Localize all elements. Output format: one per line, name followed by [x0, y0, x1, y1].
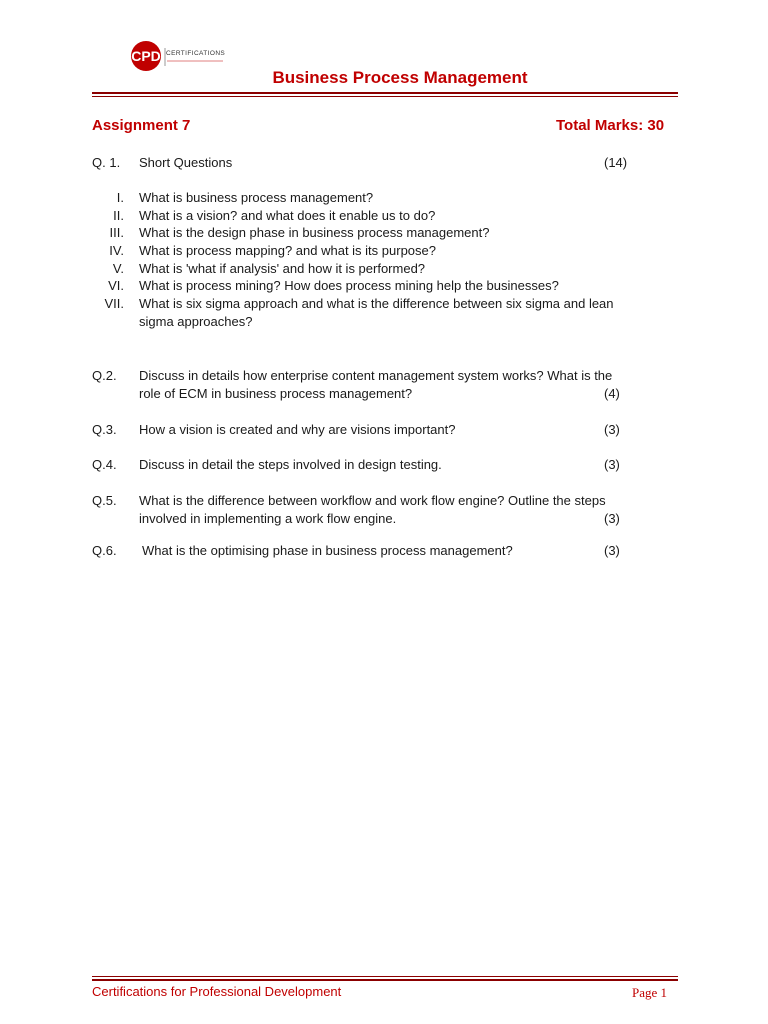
question-marks: (3)	[604, 511, 620, 526]
question-text: What is the difference between workflow and work flow engine? Outline the steps	[139, 493, 606, 508]
list-item-number: V.	[112, 261, 124, 276]
question-number: Q.4.	[92, 457, 117, 472]
list-item-number: I.	[116, 190, 124, 205]
svg-text:CPD: CPD	[131, 48, 161, 64]
footer-org-name: Certifications for Professional Development	[92, 984, 342, 999]
list-item: What is six sigma approach and what is the difference between six sigma and lean	[139, 296, 614, 311]
list-item-number: III.	[109, 225, 124, 240]
list-item: What is business process management?	[139, 190, 374, 205]
question-number: Q. 1.	[92, 155, 121, 170]
question-text: Short Questions	[139, 155, 233, 170]
header-rule-thin	[92, 96, 678, 97]
list-item: What is the design phase in business process management?	[139, 225, 490, 240]
list-item-number: VII.	[104, 296, 124, 311]
question-text: Discuss in details how enterprise content management system works? What is the	[139, 368, 613, 383]
question-text: Discuss in detail the steps involved in design testing.	[139, 457, 442, 472]
footer-rule-thin	[92, 976, 678, 977]
question-number: Q.5.	[92, 493, 117, 508]
list-item-number: VI.	[108, 278, 124, 293]
list-item: What is process mapping? and what is its purpose?	[139, 243, 436, 258]
header-rule	[92, 92, 678, 94]
list-item-number: II.	[113, 208, 124, 223]
list-item: What is a vision? and what does it enable us to do?	[139, 208, 436, 223]
question-marks: (4)	[604, 386, 620, 401]
page-title: Business Process Management	[272, 68, 528, 87]
question-marks: (3)	[604, 422, 620, 437]
question-text: What is the optimising phase in business process management?	[142, 543, 513, 558]
footer-rule	[92, 979, 678, 981]
question-marks: (3)	[604, 457, 620, 472]
question-number: Q.3.	[92, 422, 117, 437]
list-item: What is 'what if analysis' and how it is performed?	[139, 261, 426, 276]
logo-text: CERTIFICATIONS	[166, 50, 226, 57]
question-text-cont: role of ECM in business process management?	[139, 386, 413, 401]
question-text-cont: involved in implementing a work flow engine.	[139, 511, 397, 526]
total-marks: Total Marks: 30	[556, 117, 665, 134]
assignment-title: Assignment 7	[92, 117, 191, 134]
question-text: How a vision is created and why are visions important?	[139, 422, 456, 437]
page-number: Page 1	[632, 985, 668, 1000]
list-item: What is process mining? How does process mining help the businesses?	[139, 278, 559, 293]
question-marks: (3)	[604, 543, 620, 558]
list-item-continuation: sigma approaches?	[139, 314, 253, 329]
list-item-number: IV.	[109, 243, 124, 258]
question-number: Q.6.	[92, 543, 117, 558]
question-marks: (14)	[604, 155, 628, 170]
question-number: Q.2.	[92, 368, 117, 383]
